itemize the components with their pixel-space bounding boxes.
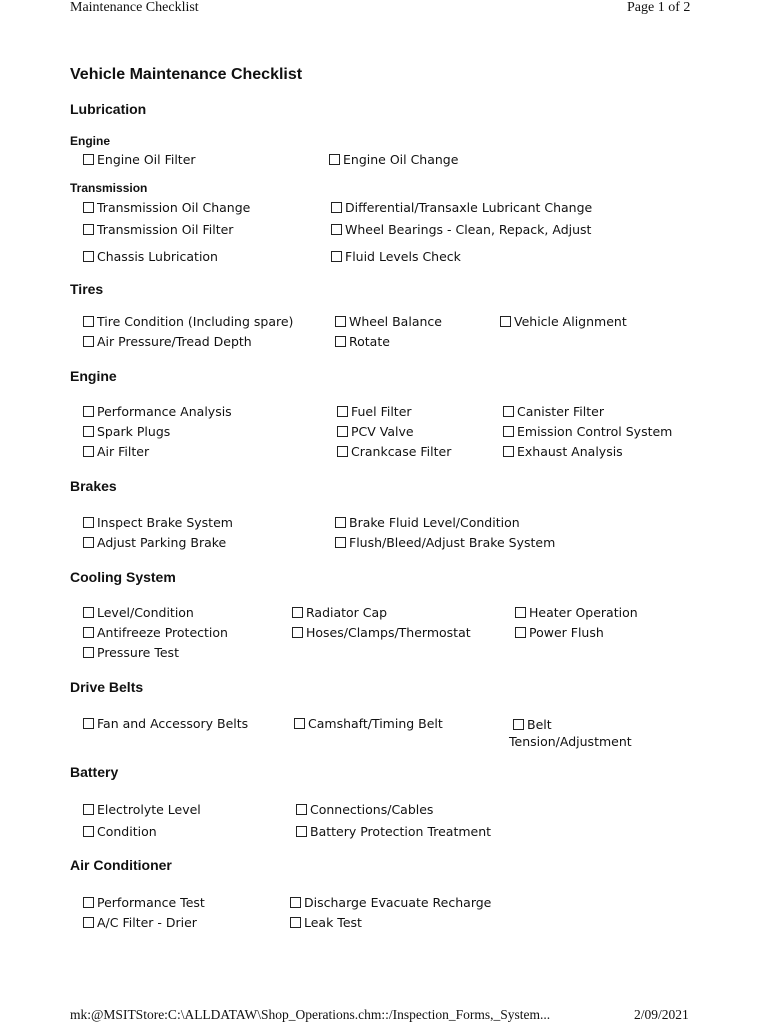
item-label: Crankcase Filter xyxy=(351,444,452,459)
item-label: Air Filter xyxy=(97,444,150,459)
checklist-item[interactable] xyxy=(337,404,412,419)
checkbox[interactable] xyxy=(83,718,94,729)
checklist-item[interactable] xyxy=(83,152,196,167)
checklist-item[interactable] xyxy=(83,605,194,620)
section-drive-belts: Drive Belts xyxy=(70,679,144,695)
item-label: Power Flush xyxy=(529,625,604,640)
item-label: Transmission Oil Change xyxy=(97,200,251,215)
checklist-item[interactable] xyxy=(83,535,226,550)
checklist-item[interactable] xyxy=(83,515,233,530)
checkbox[interactable] xyxy=(83,316,94,327)
checklist-item[interactable] xyxy=(329,152,458,167)
item-label: Connections/Cables xyxy=(310,802,434,817)
checklist-item[interactable] xyxy=(335,334,390,349)
checkbox[interactable] xyxy=(83,224,94,235)
item-label: Level/Condition xyxy=(97,605,194,620)
item-label: Rotate xyxy=(349,334,390,349)
checkbox[interactable] xyxy=(503,426,514,437)
item-label: Performance Analysis xyxy=(97,404,232,419)
checkbox[interactable] xyxy=(515,607,526,618)
checklist-item[interactable] xyxy=(335,314,442,329)
checklist-item[interactable] xyxy=(83,716,248,731)
section-engine: Engine xyxy=(70,368,117,384)
footer-source-path: mk:@MSITStore:C:\ALLDATAW\Shop_Operations.chm::/Inspection_Forms,_System... xyxy=(70,1007,551,1022)
item-label: Flush/Bleed/Adjust Brake System xyxy=(349,535,556,550)
checkbox[interactable] xyxy=(513,719,524,730)
checklist-item[interactable] xyxy=(83,824,157,839)
checkbox[interactable] xyxy=(331,251,342,262)
item-label: PCV Valve xyxy=(351,424,414,439)
item-label: Fan and Accessory Belts xyxy=(97,716,249,731)
item-label: Pressure Test xyxy=(97,645,179,660)
checklist-item[interactable] xyxy=(83,314,293,329)
item-label: Chassis Lubrication xyxy=(97,249,218,264)
item-label: Condition xyxy=(97,824,157,839)
subsection-engine: Engine xyxy=(70,134,111,148)
item-label: Exhaust Analysis xyxy=(517,444,623,459)
item-label: Electrolyte Level xyxy=(97,802,201,817)
item-label: Spark Plugs xyxy=(97,424,171,439)
section-air-conditioner: Air Conditioner xyxy=(70,857,172,873)
item-label: Engine Oil Change xyxy=(343,152,459,167)
checklist-item[interactable] xyxy=(83,200,250,215)
checkbox[interactable] xyxy=(503,446,514,457)
checkbox[interactable] xyxy=(292,607,303,618)
checklist-item[interactable] xyxy=(83,895,205,910)
item-label: Canister Filter xyxy=(517,404,604,419)
checklist-item[interactable] xyxy=(292,605,387,620)
checkbox[interactable] xyxy=(329,154,340,165)
page-number: Page 1 of 2 xyxy=(627,0,691,15)
checkbox[interactable] xyxy=(290,897,301,908)
checkbox[interactable] xyxy=(503,406,514,417)
checkbox[interactable] xyxy=(83,826,94,837)
subsection-transmission: Transmission xyxy=(70,181,148,195)
item-label: Brake Fluid Level/Condition xyxy=(349,515,520,530)
checklist-item[interactable] xyxy=(331,200,592,215)
item-label: Fuel Filter xyxy=(351,404,412,419)
section-brakes: Brakes xyxy=(70,478,117,494)
item-label: Tire Condition (Including spare) xyxy=(97,314,294,329)
checkbox[interactable] xyxy=(83,202,94,213)
item-label: Heater Operation xyxy=(529,605,638,620)
checklist-item[interactable] xyxy=(83,915,197,930)
item-label: Emission Control System xyxy=(517,424,673,439)
section-tires: Tires xyxy=(70,281,104,297)
item-label: A/C Filter - Drier xyxy=(97,915,197,930)
checklist-item[interactable] xyxy=(500,314,627,329)
item-label: Camshaft/Timing Belt xyxy=(308,716,443,731)
item-label: Performance Test xyxy=(97,895,205,910)
checklist-item[interactable] xyxy=(83,222,233,237)
checkbox[interactable] xyxy=(337,406,348,417)
item-label: Leak Test xyxy=(304,915,362,930)
checklist-item[interactable] xyxy=(515,605,638,620)
checklist-item[interactable] xyxy=(503,424,672,439)
checklist-item[interactable] xyxy=(331,249,461,264)
checklist-item[interactable] xyxy=(331,222,591,237)
checkbox[interactable] xyxy=(294,718,305,729)
checkbox[interactable] xyxy=(83,517,94,528)
item-label: Fluid Levels Check xyxy=(345,249,461,264)
checkbox[interactable] xyxy=(83,251,94,262)
checkbox[interactable] xyxy=(331,202,342,213)
checkbox[interactable] xyxy=(335,336,346,347)
item-label: Inspect Brake System xyxy=(97,515,233,530)
item-label: Belt Tension/Adjustment xyxy=(509,717,632,749)
checklist-item[interactable] xyxy=(337,444,451,459)
item-label: Adjust Parking Brake xyxy=(97,535,227,550)
checkbox[interactable] xyxy=(83,426,94,437)
checklist-item[interactable] xyxy=(83,645,179,660)
checkbox[interactable] xyxy=(331,224,342,235)
checklist-item[interactable] xyxy=(503,444,623,459)
checklist-item[interactable] xyxy=(335,535,555,550)
checklist-item[interactable] xyxy=(83,424,170,439)
checkbox[interactable] xyxy=(337,426,348,437)
section-lubrication: Lubrication xyxy=(70,101,147,117)
item-label: Wheel Bearings - Clean, Repack, Adjust xyxy=(345,222,592,237)
checkbox[interactable] xyxy=(83,804,94,815)
document-title: Vehicle Maintenance Checklist xyxy=(70,66,303,83)
checkbox[interactable] xyxy=(335,316,346,327)
checklist-item[interactable] xyxy=(296,824,491,839)
checkbox[interactable] xyxy=(335,517,346,528)
item-label: Hoses/Clamps/Thermostat xyxy=(306,625,471,640)
checklist-item[interactable] xyxy=(83,444,149,459)
item-label: Radiator Cap xyxy=(306,605,388,620)
checkbox[interactable] xyxy=(83,607,94,618)
checkbox[interactable] xyxy=(337,446,348,457)
checklist-item[interactable] xyxy=(503,404,604,419)
checkbox[interactable] xyxy=(83,537,94,548)
checklist-item[interactable] xyxy=(337,424,414,439)
checklist-item[interactable] xyxy=(83,404,232,419)
checkbox[interactable] xyxy=(83,917,94,928)
checkbox[interactable] xyxy=(515,627,526,638)
checkbox[interactable] xyxy=(335,537,346,548)
checkbox[interactable] xyxy=(292,627,303,638)
checkbox[interactable] xyxy=(83,406,94,417)
checklist-item[interactable] xyxy=(335,515,520,530)
checkbox[interactable] xyxy=(83,446,94,457)
checkbox[interactable] xyxy=(296,826,307,837)
checkbox[interactable] xyxy=(500,316,511,327)
item-label: Discharge Evacuate Recharge xyxy=(304,895,492,910)
checkbox[interactable] xyxy=(83,647,94,658)
checkbox[interactable] xyxy=(83,336,94,347)
checklist-item[interactable] xyxy=(83,802,201,817)
checklist-item[interactable] xyxy=(515,625,604,640)
header-title: Maintenance Checklist xyxy=(70,0,199,15)
item-label: Wheel Balance xyxy=(349,314,442,329)
checklist-item[interactable] xyxy=(83,625,228,640)
section-battery: Battery xyxy=(70,764,119,780)
item-label: Air Pressure/Tread Depth xyxy=(97,334,252,349)
checkbox[interactable] xyxy=(290,917,301,928)
checklist-item[interactable] xyxy=(294,716,443,731)
checkbox[interactable] xyxy=(83,154,94,165)
item-label: Battery Protection Treatment xyxy=(310,824,492,839)
checkbox[interactable] xyxy=(296,804,307,815)
checklist-item[interactable] xyxy=(290,915,362,930)
item-label: Vehicle Alignment xyxy=(514,314,627,329)
item-label: Differential/Transaxle Lubricant Change xyxy=(345,200,593,215)
checklist-item[interactable] xyxy=(509,716,659,750)
checklist-item[interactable] xyxy=(83,334,252,349)
section-cooling-system: Cooling System xyxy=(70,569,176,585)
checklist-item[interactable] xyxy=(290,895,491,910)
checklist-item[interactable] xyxy=(296,802,433,817)
item-label: Transmission Oil Filter xyxy=(97,222,234,237)
footer-date: 2/09/2021 xyxy=(634,1007,689,1022)
item-label: Engine Oil Filter xyxy=(97,152,196,167)
checkbox[interactable] xyxy=(83,897,94,908)
checklist-item[interactable] xyxy=(83,249,218,264)
item-label: Antifreeze Protection xyxy=(97,625,228,640)
checkbox[interactable] xyxy=(83,627,94,638)
checklist-item[interactable] xyxy=(292,625,471,640)
